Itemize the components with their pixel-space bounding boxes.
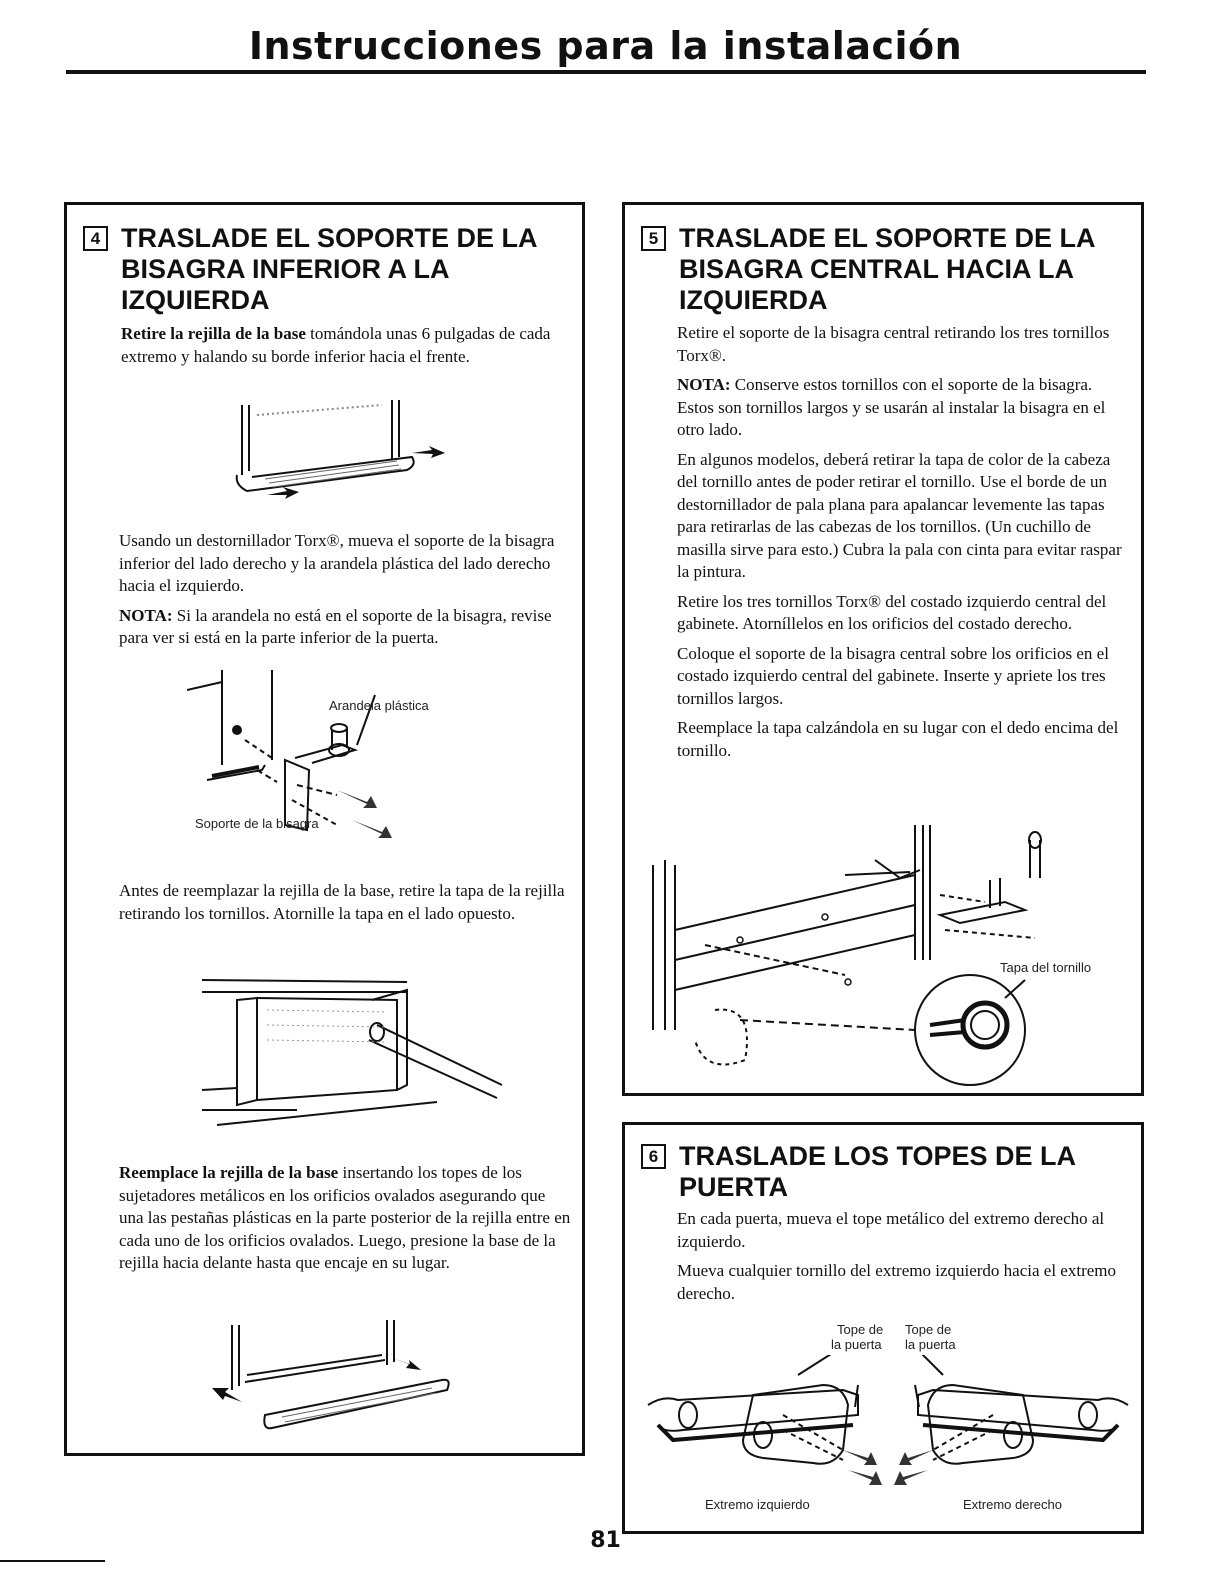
step5-para2-rest: Conserve estos tornillos con el soporte de la bisagra. Estos son tornillos largos y se usarán al instalar la bisagra en el otro lado.	[677, 375, 1106, 439]
step5-para6: Reemplace la tapa calzándola en su lugar con el dedo encima del tornillo.	[677, 718, 1119, 760]
step5-number: 5	[641, 226, 666, 251]
grille-cap-illustration	[197, 970, 517, 1135]
label-screw-cap: Tapa del tornillo	[1000, 960, 1092, 975]
step4-box	[64, 202, 585, 1456]
label-right-end: Extremo derecho	[963, 1497, 1062, 1512]
door-stops-illustration	[643, 1355, 1133, 1490]
step4-para3-rest: Si la arandela no está en el soporte de la bisagra, revise para ver si está en la parte inferior de la puerta.	[119, 605, 552, 647]
page-title: Instrucciones para la instalación	[248, 24, 963, 68]
step4-para5-rest: insertando los topes de los sujetadores metálicos en los orificios ovalados asegurando que una las pestañas plásticas en la parte posterior de la rejilla entre en cada uno de los orificios ovalados. Luego, presione la base de la rejilla hacia delante hasta que encaje en su lugar.	[119, 1163, 571, 1272]
label-door-stop-right-line1: Tope de	[905, 1322, 952, 1337]
step5-para2-bold: NOTA:	[677, 375, 731, 394]
step5-heading	[641, 223, 1131, 316]
step4-para5-bold: Reemplace la rejilla de la base	[119, 1163, 339, 1182]
step4-para1	[83, 323, 573, 368]
step5-box	[622, 202, 1144, 1096]
step4-para5	[119, 1162, 574, 1275]
label-door-stop-left-line2: la puerta	[831, 1337, 882, 1352]
step5-para5: Coloque el soporte de la bisagra central sobre los orificios en el costado izquierdo central del gabinete. Inserte y apriete los tres tornillos largos.	[677, 643, 1109, 708]
step5-para1: Retire el soporte de la bisagra central retirando los tres tornillos Torx®.	[677, 323, 1110, 365]
footer-line	[0, 1560, 105, 1562]
label-hinge-bracket: Soporte de la bisagra	[195, 816, 319, 831]
step4-para3-bold: NOTA:	[119, 605, 173, 625]
label-door-stop-left-line1: Tope de	[837, 1322, 884, 1337]
step5-para4: Retire los tres tornillos Torx® del costado izquierdo central del gabinete. Atorníllelos en los orificios del costado derecho.	[677, 591, 1107, 633]
step6-heading-text: TRASLADE LOS TOPES DE LA PUERTA	[679, 1141, 1076, 1202]
step4-number: 4	[83, 226, 108, 251]
step6-heading	[641, 1141, 1131, 1203]
step4-para4: Antes de reemplazar la rejilla de la base, retire la tapa de la rejilla retirando los tornillos. Atornille la tapa en el lado opuesto.	[119, 881, 565, 923]
center-hinge-illustration	[645, 820, 1125, 1090]
page-number: 81	[590, 1528, 621, 1553]
step4-para3	[119, 605, 574, 650]
grille-replace-illustration	[207, 1320, 467, 1440]
grille-removal-illustration	[207, 395, 457, 515]
step4-para1-rest: tomándola unas 6 pulgadas de cada extremo y halando su borde inferior hacia el frente.	[121, 324, 551, 366]
label-washer: Arandela plástica	[329, 698, 429, 713]
label-left-end: Extremo izquierdo	[705, 1497, 810, 1512]
label-door-stop-right-line2: la puerta	[905, 1337, 956, 1352]
step4-para1-bold: Retire la rejilla de la base	[121, 324, 306, 343]
step5-para2	[677, 374, 1132, 442]
step6-para2: Mueva cualquier tornillo del extremo izquierdo hacia el extremo derecho.	[677, 1261, 1116, 1303]
step5-heading-text: TRASLADE EL SOPORTE DE LA BISAGRA CENTRAL HACIA LA IZQUIERDA	[679, 223, 1095, 315]
step5-para3: En algunos modelos, deberá retirar la tapa de color de la cabeza del tornillo antes de poder retirar el tornillo. Use el borde de un destornillador de pala plana para apalancar levemente las tapas para retirarlas de las cabezas de los tornillos. (Un cuchillo de masilla sirve para esto.) Cubra la pala con cinta para evitar raspar la pintura.	[677, 449, 1122, 581]
step6-number: 6	[641, 1144, 666, 1169]
title-rule	[66, 70, 1146, 74]
step4-para2: Usando un destornillador Torx®, mueva el soporte de la bisagra inferior del lado derecho y la arandela plástica del lado derecho hacia el izquierdo.	[119, 531, 555, 595]
step6-para1: En cada puerta, mueva el tope metálico del extremo derecho al izquierdo.	[677, 1209, 1105, 1251]
step4-heading	[83, 223, 573, 316]
hinge-bracket-illustration	[187, 670, 427, 840]
step4-heading-text: TRASLADE EL SOPORTE DE LA BISAGRA INFERIOR A LA IZQUIERDA	[121, 223, 537, 315]
step6-box	[622, 1122, 1144, 1534]
